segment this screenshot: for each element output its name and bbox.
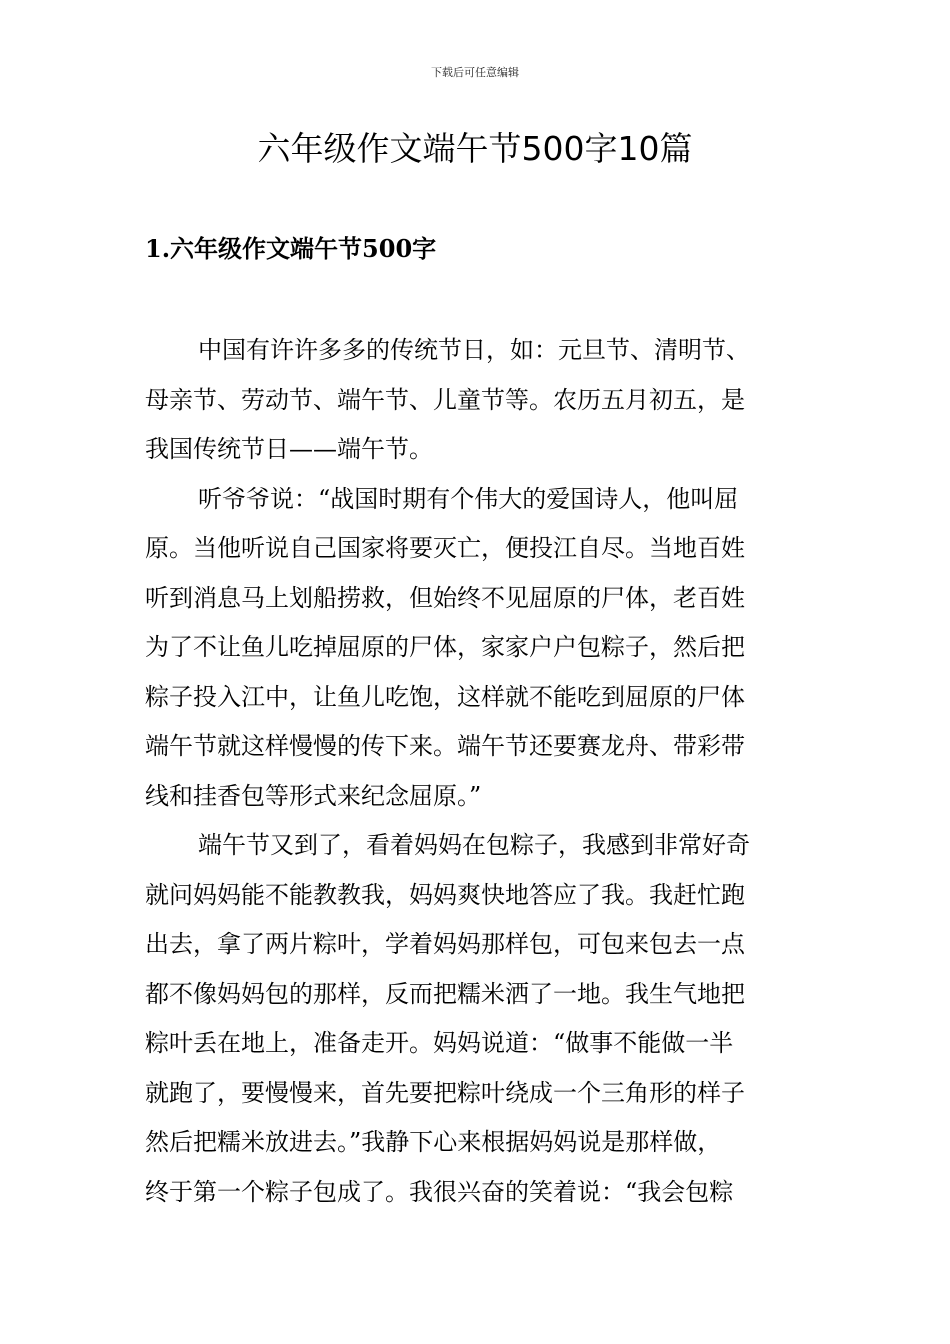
text-line: 粽叶丢在地上，准备走开。妈妈说道：“做事不能做一半 bbox=[145, 1029, 734, 1057]
text-line: 中国有许许多多的传统节日，如：元旦节、清明节、 bbox=[198, 336, 750, 364]
text-line: 听爷爷说：“战国时期有个伟大的爱国诗人，他叫屈 bbox=[198, 484, 739, 513]
text-line: 端午节又到了，看着妈妈在包粽子，我感到非常好奇 bbox=[198, 831, 750, 859]
text-line: 为了不让鱼儿吃掉屈原的尸体，家家户户包粽子，然后把 bbox=[145, 633, 745, 661]
text-line: 粽子投入江中，让鱼儿吃饱，这样就不能吃到屈原的尸体 bbox=[145, 682, 745, 711]
text-line: 出去，拿了两片粽叶，学着妈妈那样包，可包来包去一点 bbox=[145, 930, 745, 958]
text-line: 原。当他听说自己国家将要灭亡，便投江自尽。当地百姓 bbox=[145, 534, 745, 562]
text-line: 端午节就这样慢慢的传下来。端午节还要赛龙舟、带彩带 bbox=[145, 732, 745, 760]
text-line: 听到消息马上划船捞救，但始终不见屈原的尸体，老百姓 bbox=[145, 583, 745, 612]
section-heading: 1.六年级作文端午节500字 bbox=[145, 234, 437, 263]
text-line: 就问妈妈能不能教教我，妈妈爽快地答应了我。我赶忙跑 bbox=[145, 880, 745, 909]
text-line: 都不像妈妈包的那样，反而把糯米洒了一地。我生气地把 bbox=[145, 979, 745, 1008]
text-line: 母亲节、劳动节、端午节、儿童节等。农历五月初五，是 bbox=[145, 385, 745, 414]
text-line: 我国传统节日——端午节。 bbox=[145, 435, 433, 463]
text-line: 就跑了，要慢慢来，首先要把粽叶绕成一个三角形的样子 bbox=[145, 1078, 745, 1107]
header-note: 下载后可任意编辑 bbox=[431, 66, 519, 79]
essay-body bbox=[145, 326, 815, 1217]
document-title: 六年级作文端午节500字10篇 bbox=[257, 129, 693, 168]
text-line: 然后把糯米放进去。”我静下心来根据妈妈说是那样做， bbox=[145, 1128, 722, 1156]
text-line: 线和挂香包等形式来纪念屈原。” bbox=[145, 781, 482, 810]
text-line: 终于第一个粽子包成了。我很兴奋的笑着说：“我会包粽 bbox=[145, 1177, 734, 1206]
